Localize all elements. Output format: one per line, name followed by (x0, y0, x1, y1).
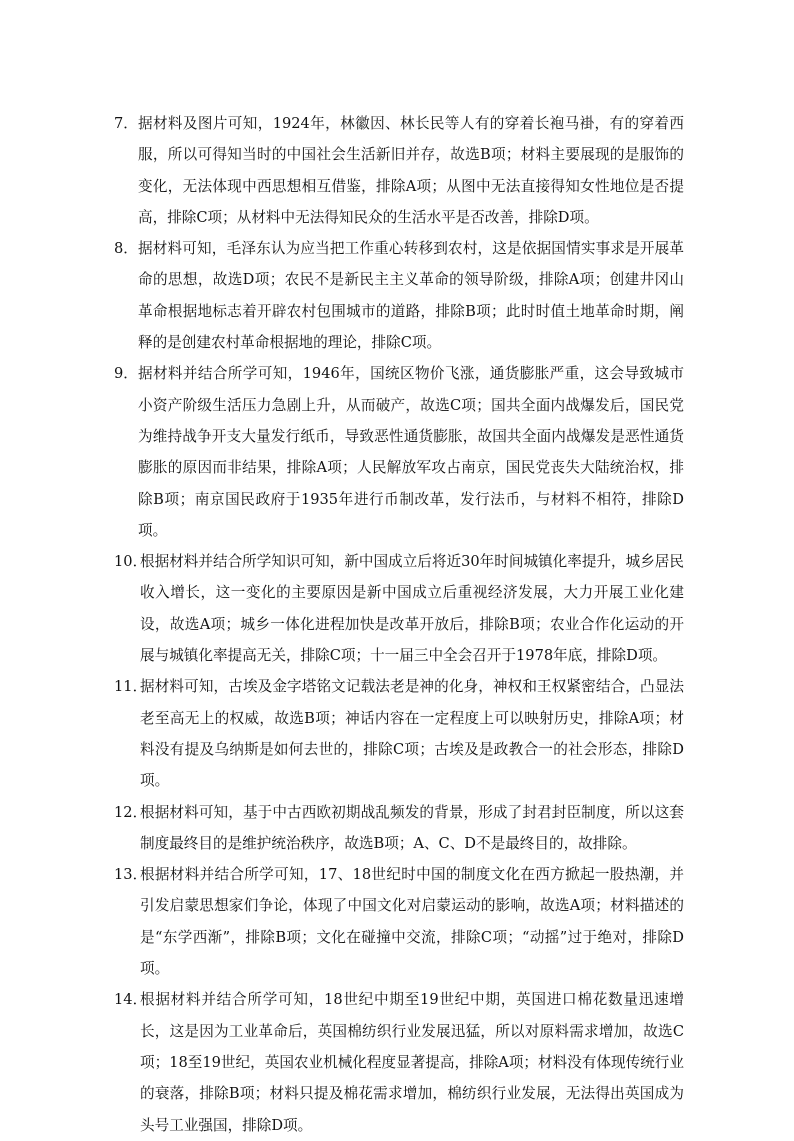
answer-item-10 (114, 546, 684, 671)
answer-number: 11． (114, 678, 148, 696)
answer-item-8 (114, 233, 684, 358)
answer-number: 9． (114, 365, 138, 383)
answer-number: 10． (114, 553, 148, 571)
answer-item-13 (114, 859, 684, 984)
answer-list (114, 108, 684, 1141)
answer-item-14 (114, 984, 684, 1140)
answer-item-7 (114, 108, 684, 233)
answer-explanation: 据材料可知，毛泽东认为应当把工作重心转移到农村，这是依据国情实事求是开展革命的思想，故选D项；农民不是新民主主义革命的领导阶级，排除A项；创建井冈山革命根据地标志着开辟农村包围城市的道路，排除B项；此时时值土地革命时期，阐释的是创建农村革命根据地的理论，排除C项。 (138, 240, 684, 352)
answer-explanation: 据材料并结合所学可知，1946年，国统区物价飞涨，通货膨胀严重，这会导致城市小资产阶级生活压力急剧上升，从而破产，故选C项；国共全面内战爆发后，国民党为维持战争开支大量发行纸币，导致恶性通货膨胀，故国共全面内战爆发是恶性通货膨胀的原因而非结果，排除A项；人民解放军攻占南京，国民党丧失大陆统治权，排除B项；南京国民政府于1935年进行币制改革，发行法币，与材料不相符，排除D项。 (138, 365, 684, 539)
answer-number: 12． (114, 803, 148, 821)
answer-item-12 (114, 797, 684, 860)
answer-number: 14． (114, 991, 148, 1009)
answer-explanation: 根据材料并结合所学可知，18世纪中期至19世纪中期，英国进口棉花数量迅速增长，这是因为工业革命后，英国棉纺织行业发展迅猛，所以对原料需求增加，故选C项；18至19世纪，英国农业机械化程度显著提高，排除A项；材料没有体现传统行业的衰落，排除B项；材料只提及棉花需求增加，棉纺织行业发展，无法得出英国成为头号工业强国，排除D项。 (140, 991, 684, 1134)
answer-number: 8． (114, 240, 138, 258)
answer-number: 7． (114, 115, 138, 132)
answer-explanation: 根据材料并结合所学可知，17、18世纪时中国的制度文化在西方掀起一股热潮，并引发启蒙思想家们争论，体现了中国文化对启蒙运动的影响，故选A项；材料描述的是“东学西渐”，排除B项；文化在碰撞中交流，排除C项；“动摇”过于绝对，排除D项。 (140, 866, 684, 978)
answer-item-9 (114, 358, 684, 546)
answer-number: 13． (114, 866, 148, 884)
answer-item-11 (114, 671, 684, 796)
answer-explanation: 据材料及图片可知，1924年，林徽因、林长民等人有的穿着长袍马褂，有的穿着西服，所以可得知当时的中国社会生活新旧并存，故选B项；材料主要展现的是服饰的变化，无法体现中西思想相互借鉴，排除A项；从图中无法直接得知女性地位是否提高，排除C项；从材料中无法得知民众的生活水平是否改善，排除D项。 (138, 115, 684, 226)
answer-explanation: 根据材料可知，基于中古西欧初期战乱频发的背景，形成了封君封臣制度，所以这套制度最终目的是维护统治秩序，故选B项；A、C、D不是最终目的，故排除。 (140, 803, 684, 852)
answer-explanation: 根据材料并结合所学知识可知，新中国成立后将近30年时间城镇化率提升，城乡居民收入增长，这一变化的主要原因是新中国成立后重视经济发展，大力开展工业化建设，故选A项；城乡一体化进程加快是改革开放后，排除B项；农业合作化运动的开展与城镇化率提高无关，排除C项；十一届三中全会召开于1978年底，排除D项。 (140, 553, 684, 665)
answer-explanation: 据材料可知，古埃及金字塔铭文记载法老是神的化身，神权和王权紧密结合，凸显法老至高无上的权威，故选B项；神话内容在一定程度上可以映射历史，排除A项；材料没有提及乌纳斯是如何去世的，排除C项；古埃及是政教合一的社会形态，排除D项。 (140, 678, 684, 790)
